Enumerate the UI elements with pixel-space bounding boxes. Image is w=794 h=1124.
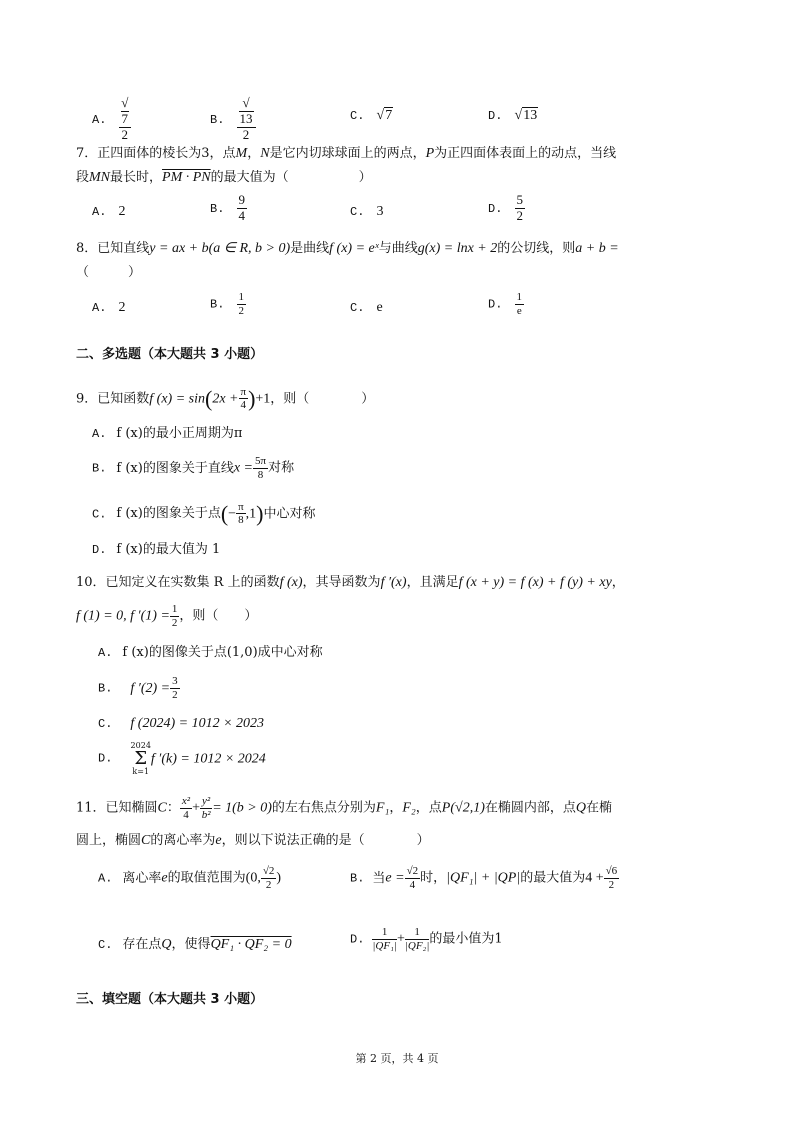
q8-option-b — [210, 291, 246, 317]
option-value: 2 — [118, 300, 126, 315]
math-expr: f (x) — [279, 575, 303, 590]
math-expr: f (2024) = 1012 × 2023 — [130, 716, 265, 731]
q6-option-a — [92, 96, 131, 143]
fraction — [239, 386, 249, 412]
math-expr: f ′(x) — [380, 575, 407, 590]
denominator: 2 — [238, 304, 245, 317]
option-text: f (x)的图像关于点(1,0)成中心对称 — [122, 645, 323, 660]
text: ，点 — [415, 800, 442, 816]
q9-stem: 9．已知函数f (x) = sin(2x + $\frac{\pi}{4}$ )+1，则（ ） — [76, 385, 375, 412]
option-label: C. — [350, 301, 365, 315]
q11-option-a — [98, 865, 281, 891]
math-expr: f (x) = eˣ — [329, 241, 379, 256]
numerator: √6 — [605, 865, 618, 877]
text: 与曲线 — [378, 241, 418, 256]
q11-option-d — [350, 926, 503, 952]
radicand: 7 — [385, 108, 393, 123]
option-label: A. — [98, 646, 113, 660]
text: ： — [166, 800, 180, 816]
text: 在椭 — [586, 800, 613, 816]
option-label: D. — [92, 543, 107, 557]
math-var: e — [161, 870, 168, 886]
math-var: F₂ — [402, 800, 416, 816]
math-expr: = 1(b > 0) — [212, 800, 272, 816]
option-text: f (x)的最大值为 1 — [116, 542, 221, 557]
fraction — [237, 291, 247, 317]
fraction — [236, 501, 246, 527]
dot-product: PM · PN — [162, 170, 211, 185]
fraction — [405, 865, 421, 891]
option-text: 的最小值为1 — [429, 931, 503, 947]
option-label: C. — [98, 938, 113, 952]
text: ， — [611, 575, 625, 590]
fraction — [170, 603, 180, 629]
summation — [131, 742, 151, 776]
text: ，则（ ） — [270, 391, 375, 407]
text: 最长时， — [110, 170, 163, 185]
denominator: 4 — [183, 808, 189, 821]
q10-line1 — [76, 574, 625, 592]
q10-option-c — [98, 715, 264, 733]
q8-line1 — [76, 240, 619, 258]
q9-option-d — [92, 542, 220, 558]
text: ， — [389, 800, 403, 816]
math-expr: ) — [276, 870, 282, 886]
denominator: 4 — [409, 878, 416, 891]
text: ） — [358, 170, 372, 185]
option-label: A. — [92, 427, 107, 441]
text: 10．已知定义在实数集 R 上的函数 — [76, 575, 280, 590]
option-label: B. — [210, 297, 225, 312]
numerator: √2 — [406, 865, 419, 877]
text: 在椭圆内部，点 — [484, 800, 576, 816]
numerator: 1 — [372, 926, 397, 940]
text: ，则（ ） — [179, 608, 258, 624]
text: 的最大值为（ — [210, 170, 289, 185]
text: 的离心率为 — [150, 833, 216, 848]
q9-option-a — [92, 426, 242, 442]
option-value: e — [376, 300, 383, 315]
option-value: 2 — [118, 204, 126, 219]
option-label: C. — [350, 109, 365, 123]
q10-line2 — [76, 603, 257, 629]
math-expr: (0, — [245, 870, 261, 886]
text: 圆上，椭圆 — [76, 833, 142, 848]
option-label: D. — [98, 751, 113, 766]
denominator: 2 — [516, 207, 524, 223]
option-text: 的最大值为 — [520, 870, 586, 886]
q8-option-d — [488, 291, 524, 317]
math-expr: + — [192, 800, 200, 816]
math-expr: +1 — [255, 391, 271, 407]
text: 的公切线，则 — [497, 241, 576, 256]
q11-option-b — [350, 865, 619, 891]
text: 段 — [76, 170, 90, 185]
text: 是它内切球球面上的两点， — [269, 146, 426, 161]
q10-option-d — [98, 742, 266, 776]
q7-option-b — [210, 193, 247, 224]
option-text: 对称 — [268, 460, 295, 476]
denominator: 2 — [242, 126, 250, 142]
option-text: f (x)的图象关于直线 — [116, 460, 234, 476]
math-var: C — [141, 833, 151, 848]
fraction — [180, 795, 192, 821]
numerator: 1 — [171, 603, 178, 615]
denominator: 4 — [238, 207, 246, 223]
option-text: 的取值范围为 — [167, 870, 246, 886]
sum-lower: k=1 — [132, 767, 150, 776]
q6-option-d — [488, 108, 538, 124]
q7-option-a — [92, 204, 126, 220]
fraction — [253, 455, 268, 481]
denominator: 2 — [608, 878, 615, 891]
math-var: e — [215, 833, 222, 848]
fraction — [372, 926, 397, 952]
math-expr: f ′(k) = 1012 × 2024 — [150, 751, 266, 767]
option-label: D. — [488, 109, 503, 123]
numerator: x² — [181, 795, 191, 807]
q7-option-c — [350, 204, 384, 220]
option-text: ，使得 — [171, 937, 211, 952]
q8-line2 — [76, 265, 141, 281]
option-label: D. — [350, 932, 365, 947]
radicand: 13 — [523, 108, 538, 123]
math-var: Q — [575, 800, 586, 816]
sum-upper: 2024 — [130, 741, 151, 750]
math-expr: + — [396, 931, 405, 947]
denominator: 8 — [257, 468, 264, 481]
text: 为正四面体表面上的动点，当线 — [434, 146, 617, 161]
math-expr: f (x + y) = f (x) + f (y) + xy — [458, 575, 612, 590]
option-value: 3 — [376, 204, 384, 219]
denominator: |QF₂| — [404, 939, 430, 952]
math-expr: P(√2,1) — [441, 800, 485, 816]
option-label: B. — [350, 871, 365, 886]
numerator: 1 — [405, 926, 430, 940]
q8-option-c — [350, 300, 383, 316]
denominator: 4 — [240, 399, 247, 412]
sqrt: √7 — [376, 108, 393, 123]
math-expr: ,1 — [245, 506, 257, 522]
option-label: A. — [92, 301, 107, 315]
option-label: C. — [92, 507, 107, 522]
text: （ ） — [76, 265, 142, 280]
math-var: F₁ — [375, 800, 390, 816]
option-label: A. — [92, 112, 107, 127]
denominator: b² — [201, 808, 211, 821]
math-expr: e = — [385, 870, 405, 886]
q11-line1 — [76, 795, 612, 821]
math-expr: x = — [233, 460, 253, 476]
denominator: 2 — [172, 688, 178, 701]
math-expr: a + b = — [575, 241, 619, 256]
fraction — [515, 193, 526, 224]
math-var: C — [157, 800, 167, 816]
sigma-icon: Σ — [134, 748, 148, 769]
math-var: N — [260, 146, 270, 161]
denominator: 8 — [238, 514, 244, 527]
q7-line2 — [76, 169, 372, 187]
fraction: √ 13 2 — [237, 96, 256, 143]
option-text: 中心对称 — [263, 506, 316, 522]
option-text: 当 — [372, 870, 386, 886]
q10-option-a — [98, 645, 323, 661]
q6-option-b — [210, 96, 256, 143]
math-var: P — [425, 146, 435, 161]
fraction: √ 7 2 — [119, 96, 132, 143]
text: 7．正四面体的棱长为3，点 — [76, 146, 236, 161]
text: ，且满足 — [406, 575, 459, 590]
text: 11．已知椭圆 — [76, 800, 158, 816]
numerator: π — [238, 500, 244, 513]
denominator: 2 — [171, 616, 178, 629]
fraction — [200, 795, 212, 821]
q9-option-b — [92, 455, 294, 481]
math-expr: |QF₁| + |QP| — [446, 870, 521, 886]
numerator: 9 — [238, 192, 246, 207]
q8-option-a — [92, 300, 126, 316]
math-expr: f (x) = sin — [149, 391, 205, 407]
fraction — [237, 193, 248, 224]
fraction — [405, 926, 430, 952]
numerator: √2 — [262, 865, 275, 877]
math-var: Q — [161, 937, 172, 952]
option-text: 离心率 — [122, 870, 162, 886]
fraction — [515, 291, 525, 317]
option-label: C. — [98, 717, 113, 731]
page-footer: 第 2 页，共 4 页 — [355, 1052, 439, 1065]
section-heading: 二、多选题（本大题共 3 小题） — [76, 347, 264, 362]
fraction — [604, 865, 620, 891]
numerator: 1 — [516, 291, 523, 303]
option-text: 时， — [420, 870, 447, 886]
sqrt: √13 — [514, 108, 538, 123]
option-label: B. — [98, 681, 113, 696]
option-label: C. — [350, 205, 365, 219]
math-expr: f ′(2) = — [130, 680, 171, 696]
option-text: f (x)的最小正周期为π — [116, 426, 243, 441]
q6-option-c — [350, 108, 393, 124]
radicand: 7 — [121, 110, 129, 126]
text: ， — [247, 146, 261, 161]
denominator: 2 — [265, 878, 272, 891]
q7-line1 — [76, 145, 616, 163]
option-text: f (x)的图象关于点 — [116, 506, 221, 522]
math-var: M — [235, 146, 248, 161]
q7-option-d — [488, 193, 525, 224]
text: 的左右焦点分别为 — [271, 800, 376, 816]
q11-line2 — [76, 832, 430, 850]
option-text: 存在点 — [122, 937, 162, 952]
denominator: e — [516, 304, 522, 317]
q10-option-b — [98, 675, 180, 701]
section-heading: 三、填空题（本大题共 3 小题） — [76, 992, 264, 1007]
q9-option-c: C. f (x)的图象关于点(− $\frac{\pi}{8}$ ,1)中心对称 — [92, 500, 316, 527]
option-label: D. — [488, 201, 503, 216]
denominator: |QF₁| — [372, 939, 397, 952]
math-expr: − — [228, 506, 237, 522]
radicand: 13 — [239, 110, 253, 126]
q11-option-c — [98, 936, 292, 954]
numerator: 5 — [516, 192, 524, 207]
fraction — [261, 865, 277, 891]
option-label: B. — [210, 112, 225, 127]
numerator: π — [240, 385, 247, 398]
math-expr: QF₁ · QF₂ = 0 — [210, 937, 292, 952]
option-label: B. — [92, 461, 107, 476]
math-expr: 4 + — [585, 870, 604, 886]
text: 是曲线 — [290, 241, 330, 256]
option-label: A. — [98, 871, 113, 886]
math-expr: 2x + — [212, 391, 239, 407]
math-expr: g(x) = lnx + 2 — [417, 241, 498, 256]
option-label: B. — [210, 201, 225, 216]
text: ，则以下说法正确的是（ ） — [221, 833, 430, 848]
fraction — [170, 675, 180, 701]
option-label: D. — [488, 297, 503, 312]
numerator: 1 — [238, 291, 245, 303]
numerator: 5π — [255, 455, 267, 467]
text: ，其导函数为 — [302, 575, 381, 590]
denominator: 2 — [121, 126, 129, 142]
numerator: y² — [202, 795, 211, 807]
math-expr: y = ax + b(a ∈ R, b > 0) — [149, 241, 291, 256]
text: 8．已知直线 — [76, 241, 150, 256]
option-label: A. — [92, 205, 107, 219]
text: 9．已知函数 — [76, 391, 150, 407]
math-expr: f (1) = 0, f ′(1) = — [76, 608, 170, 624]
math-var: MN — [89, 170, 111, 185]
numerator: 3 — [172, 675, 178, 687]
